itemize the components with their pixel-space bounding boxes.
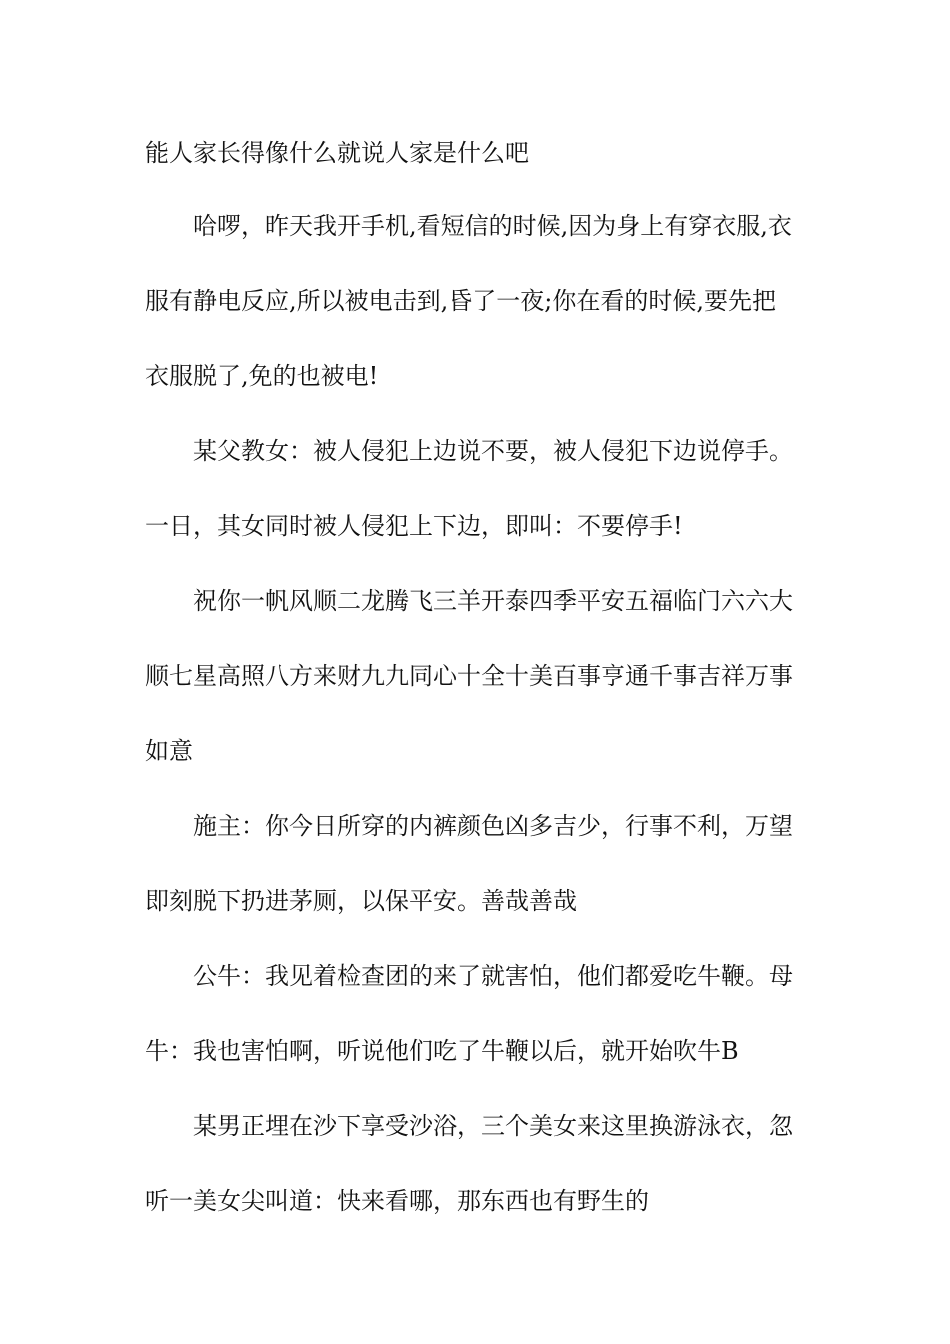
text-line: 牛：我也害怕啊，听说他们吃了牛鞭以后，就开始吹牛B [145,1037,739,1065]
text-line: 公牛：我见着检查团的来了就害怕，他们都爱吃牛鞭。母 [193,962,793,990]
text-line: 祝你一帆风顺二龙腾飞三羊开泰四季平安五福临门六六大 [193,587,793,615]
text-line: 施主：你今日所穿的内裤颜色凶多吉少，行事不利，万望 [193,812,793,840]
text-line: 哈啰，昨天我开手机,看短信的时候,因为身上有穿衣服,衣 [193,212,792,240]
text-line: 某男正埋在沙下享受沙浴，三个美女来这里换游泳衣，忽 [193,1112,793,1140]
text-line: 听一美女尖叫道：快来看哪，那东西也有野生的 [145,1187,649,1215]
text-line: 即刻脱下扔进茅厕，以保平安。善哉善哉 [145,887,577,915]
text-line: 衣服脱了,免的也被电! [145,362,379,390]
text-line: 服有静电反应,所以被电击到,昏了一夜;你在看的时候,要先把 [145,287,776,315]
text-line: 能人家长得像什么就说人家是什么吧 [145,139,529,167]
text-line: 如意 [145,737,193,765]
text-line: 一日，其女同时被人侵犯上下边，即叫：不要停手! [145,512,683,540]
text-line: 顺七星高照八方来财九九同心十全十美百事亨通千事吉祥万事 [145,662,793,690]
text-line: 某父教女：被人侵犯上边说不要，被人侵犯下边说停手。 [193,437,793,465]
